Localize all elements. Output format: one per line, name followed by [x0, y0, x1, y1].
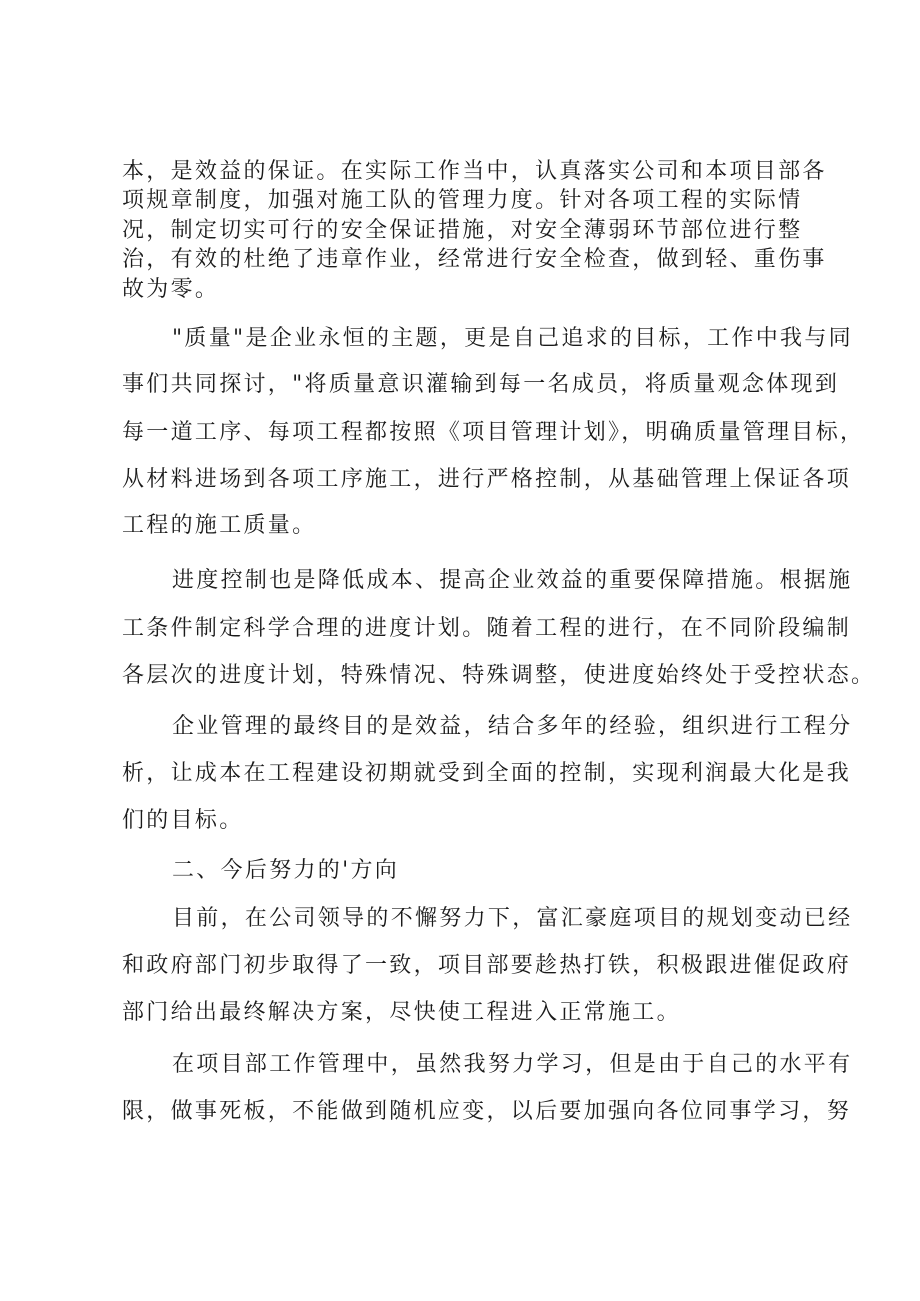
paragraph-4-line-2: 析，让成本在工程建设初期就受到全面的控制，实现利润最大化是我: [122, 761, 852, 786]
paragraph-1-line-2: 项规章制度，加强对施工队的管理力度。针对各项工程的实际情: [122, 188, 803, 213]
paragraph-1-line-5: 故为零。: [122, 277, 220, 302]
paragraph-4-line-1: 企业管理的最终目的是效益，结合多年的经验，组织进行工程分: [172, 714, 853, 739]
paragraph-1-line-3: 况，制定切实可行的安全保证措施，对安全薄弱环节部位进行整: [122, 218, 803, 243]
paragraph-6-line-2: 和政府部门初步取得了一致，项目部要趁热打铁，积极跟进催促政府: [122, 953, 852, 978]
paragraph-3-line-2: 工条件制定科学合理的进度计划。随着工程的进行，在不同阶段编制: [122, 616, 852, 641]
paragraph-6-line-1: 目前，在公司领导的不懈努力下，富汇豪庭项目的规划变动已经: [172, 906, 853, 931]
paragraph-7-line-1: 在项目部工作管理中，虽然我努力学习，但是由于自己的水平有: [172, 1052, 853, 1077]
paragraph-2-line-1: "质量"是企业永恒的主题，更是自己追求的目标，工作中我与同: [172, 326, 853, 351]
paragraph-2-line-3: 每一道工序、每项工程都按照《项目管理计划》，明确质量管理目标，: [122, 420, 865, 445]
paragraph-3-line-1: 进度控制也是降低成本、提高企业效益的重要保障措施。根据施: [172, 568, 853, 593]
paragraph-2-line-4: 从材料进场到各项工序施工，进行严格控制，从基础管理上保证各项: [122, 467, 852, 492]
paragraph-7-line-2: 限，做事死板，不能做到随机应变，以后要加强向各位同事学习，努: [122, 1099, 852, 1124]
section-heading: 二、今后努力的'方向: [172, 858, 400, 883]
paragraph-2-line-5: 工程的施工质量。: [122, 513, 317, 538]
paragraph-2-line-2: 事们共同探讨，"将质量意识灌输到每一名成员，将质量观念体现到: [122, 372, 840, 397]
paragraph-4-line-3: 们的目标。: [122, 808, 244, 833]
paragraph-3-line-3: 各层次的进度计划，特殊情况、特殊调整，使进度始终处于受控状态。: [122, 663, 876, 688]
paragraph-1-line-4: 治，有效的杜绝了违章作业，经常进行安全检查，做到轻、重伤事: [122, 247, 827, 272]
paragraph-1-line-1: 本，是效益的保证。在实际工作当中，认真落实公司和本项目部各: [122, 159, 827, 184]
paragraph-6-line-3: 部门给出最终解决方案，尽快使工程进入正常施工。: [122, 1000, 681, 1025]
